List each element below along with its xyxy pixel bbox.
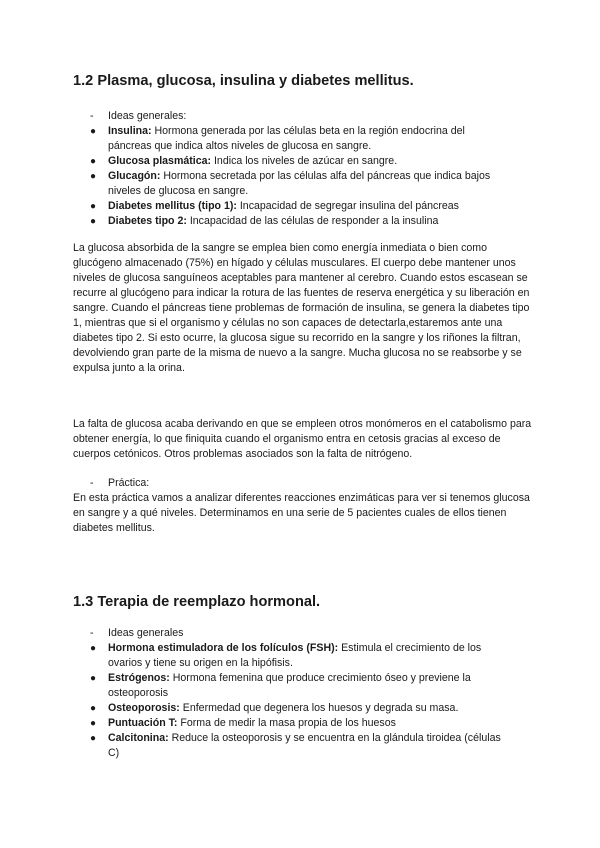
document-page: 1.2 Plasma, glucosa, insulina y diabetes mellitus. - Ideas generales: ● Insulina: Hormona generada por las células beta en la región endocrina del páncreas que indica altos niveles de glucosa en sangre. ● Glucosa plasmática: Indica los niveles de azúcar en sangre. ● Glucagón: Hormona secretada por las células alfa del páncreas que indica bajos niveles de glucosa en sangre. ● Diabetes mellitus (tipo 1): Incapacidad de segregar insulina del páncreas ● Diabetes tipo 2: Incapacidad de las células de responder a la insulina La glucosa absorbida de la sangre se emplea bien como energía inmediata o bien como glucógeno almacenado (75%) en hígado y células musculares. El cuerpo debe mantener unos niveles de glucosa sanguíneos aceptables para mantener al cerebro. Cuando estos escasean se recurre al glucógeno para indicar la rotura de las fuentes de reserva energética y su liberación en sangre. Cuando el páncreas tiene problemas de formación de insulina, se genera la diabetes tipo 1, mientras que si el organismo y células no son capaces de detectarla,estaremos ante una diabetes tipo 2. Si esto ocurre, la glucosa sigue su recorrido en la sangre y los riñones la filtran, devolviendo gran parte de la misma de nuevo a la sangre. Mucha glucosa no se reabsorbe y se expulsa junto a la orina. La falta de glucosa acaba derivando en que se empleen otros monómeros en el catabolismo para obtener energía, lo que finiquita cuando el organismo entra en cetosis gracias al exceso de cuerpos cetónicos. Otros problemas asociados son la falta de nitrógeno. - Práctica: En esta práctica vamos a analizar diferentes reacciones enzimáticas para ver si tenemos glucosa en sangre y a qué niveles. Determinamos en una serie de 5 pacientes cuales de ellos tienen diabetes mellitus. 1.3 Terapia de reemplazo hormonal. - Ideas generales ● Hormona estimuladora de los folículos (FSH): Estimula el crecimiento de los ovarios y tiene su origen en la hipófisis. ● Estrógenos: Hormona femenina que produce crecimiento óseo y previene la osteoporosis ● Osteoporosis: Enfermedad que degenera los huesos y degrada su masa. ● Puntuación T: Forma de medir la masa propia de los huesos ● Calcitonina: Reduce la osteoporosis y se encuentra en la glándula tiroidea (células C) [73, 73, 532, 759]
list-item: ● Diabetes tipo 2: Incapacidad de las células de responder a la insulina [90, 215, 439, 227]
bullet-icon: ● [90, 733, 97, 744]
list-item: ● Osteoporosis: Enfermedad que degenera los huesos y degrada su masa. [90, 702, 459, 714]
list-item: ● Glucagón: Hormona secretada por las células alfa del páncreas que indica bajos niveles de glucosa en sangre. [90, 170, 491, 197]
section-title-1-2: 1.2 Plasma, glucosa, insulina y diabetes mellitus. [73, 73, 414, 89]
list-item: ● Diabetes mellitus (tipo 1): Incapacidad de segregar insulina del páncreas [90, 200, 459, 212]
list-item: ● Hormona estimuladora de los folículos (FSH): Estimula el crecimiento de los ovarios y tiene su origen en la hipófisis. [90, 642, 482, 669]
bullet-icon: ● [90, 171, 97, 182]
definitions-list-1-3 [90, 641, 510, 761]
bullet-icon: ● [90, 126, 97, 137]
list-item: ● Estrógenos: Hormona femenina que produce crecimiento óseo y previene la osteoporosis [90, 672, 471, 699]
bullet-icon: ● [90, 643, 97, 654]
paragraph-practice: En esta práctica vamos a analizar diferentes reacciones enzimáticas para ver si tenemos glucosa en sangre y a qué niveles. Determinamos en una serie de 5 pacientes cuales de ellos tienen diabetes mellitus. [73, 492, 530, 534]
bullet-icon: ● [90, 216, 97, 227]
paragraph-ketosis: La falta de glucosa acaba derivando en que se empleen otros monómeros en el catabolismo para obtener energía, lo que finiquita cuando el organismo entra en cetosis gracias al exceso de cuerpos cetónicos. Otros problemas asociados son la falta de nitrógeno. [73, 418, 532, 460]
bullet-icon: ● [90, 201, 97, 212]
list-item: ● Puntuación T: Forma de medir la masa propia de los huesos [90, 717, 396, 729]
bullet-icon: ● [90, 156, 97, 167]
bullet-icon: ● [90, 673, 97, 684]
section-title-1-3: 1.3 Terapia de reemplazo hormonal. [73, 594, 321, 610]
definitions-list-1-2 [90, 124, 510, 229]
bullet-icon: ● [90, 718, 97, 729]
list-item: ● Calcitonina: Reduce la osteoporosis y se encuentra en la glándula tiroidea (células C) [90, 732, 501, 759]
bullet-icon: ● [90, 703, 97, 714]
paragraph-glucose: La glucosa absorbida de la sangre se emplea bien como energía inmediata o bien como glucógeno almacenado (75%) en hígado y células musculares. El cuerpo debe mantener unos niveles de glucosa sanguíneos aceptables para mantener al cerebro. Cuando estos escasean se recurre al glucógeno para indicar la rotura de las fuentes de reserva energética y su liberación en sangre. Cuando el páncreas tiene problemas de formación de insulina, se genera la diabetes tipo 1, mientras que si el organismo y células no son capaces de detectarla,estaremos ante una diabetes tipo 2. Si esto ocurre, la glucosa sigue su recorrido en la sangre y los riñones la filtran, devolviendo gran parte de la misma de nuevo a la sangre. Mucha glucosa no se reabsorbe y se expulsa junto a la orina. [73, 242, 530, 374]
list-item: ● Insulina: Hormona generada por las células beta en la región endocrina del páncreas que indica altos niveles de glucosa en sangre. [90, 125, 465, 152]
list-item: ● Glucosa plasmática: Indica los niveles de azúcar en sangre. [90, 155, 398, 167]
